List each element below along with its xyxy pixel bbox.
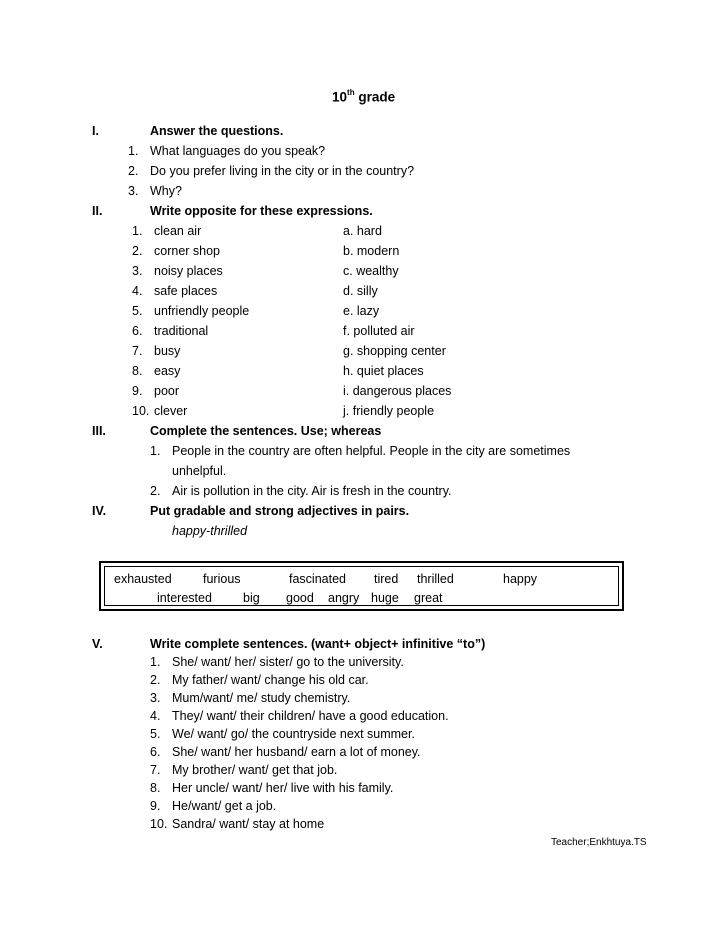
expression-item: busy: [154, 344, 181, 358]
opposite-option: b. modern: [343, 244, 400, 258]
section-numeral: V.: [92, 637, 103, 651]
list-number: 2.: [128, 164, 139, 178]
example-pair: happy-thrilled: [172, 524, 248, 538]
section-numeral: II.: [92, 204, 103, 218]
list-number: 3.: [128, 184, 139, 198]
list-number: 2.: [150, 673, 161, 687]
word-bank-item: big: [243, 591, 260, 605]
section-heading: Answer the questions.: [150, 124, 284, 138]
sentence-prompt: My father/ want/ change his old car.: [172, 673, 369, 687]
list-number: 9.: [132, 384, 143, 398]
word-bank-item: thrilled: [417, 572, 454, 586]
teacher-signature: Teacher;Enkhtuya.TS: [551, 837, 647, 848]
word-bank-item: fascinated: [289, 572, 346, 586]
word-bank-item: furious: [203, 572, 241, 586]
page-title: 10th grade: [332, 88, 396, 105]
list-number: 6.: [132, 324, 143, 338]
expression-item: traditional: [154, 324, 209, 338]
list-number: 8.: [150, 781, 161, 795]
list-number: 1.: [150, 655, 161, 669]
sentence-prompt: They/ want/ their children/ have a good education.: [172, 709, 449, 723]
word-bank-item: exhausted: [114, 572, 172, 586]
section-numeral: IV.: [92, 504, 107, 518]
list-number: 9.: [150, 799, 161, 813]
sentence-prompt: He/want/ get a job.: [172, 799, 277, 813]
section-heading: Put gradable and strong adjectives in pairs.: [150, 504, 410, 518]
opposite-option: j. friendly people: [343, 404, 435, 418]
opposite-option: e. lazy: [343, 304, 380, 318]
section-numeral: I.: [92, 124, 99, 138]
question-item: Why?: [150, 184, 182, 198]
opposite-option: d. silly: [343, 284, 378, 298]
section-numeral: III.: [92, 424, 106, 438]
list-number: 2.: [132, 244, 143, 258]
question-item: Do you prefer living in the city or in the country?: [150, 164, 415, 178]
expression-item: corner shop: [154, 244, 221, 258]
sentence-prompt: Her uncle/ want/ her/ live with his family.: [172, 781, 394, 795]
sentence-item: People in the country are often helpful. People in the city are sometimes: [172, 444, 571, 458]
list-number: 5.: [150, 727, 161, 741]
sentence-item: Air is pollution in the city. Air is fresh in the country.: [172, 484, 452, 498]
sentence-prompt: My brother/ want/ get that job.: [172, 763, 338, 777]
list-number: 8.: [132, 364, 143, 378]
section-heading: Write opposite for these expressions.: [150, 204, 373, 218]
list-number: 10.: [150, 817, 168, 831]
word-bank-item: tired: [374, 572, 399, 586]
list-number: 1.: [150, 444, 161, 458]
opposite-option: c. wealthy: [343, 264, 399, 278]
list-number: 10.: [132, 404, 150, 418]
word-bank-item: happy: [503, 572, 538, 586]
word-bank-item: angry: [328, 591, 360, 605]
expression-item: safe places: [154, 284, 218, 298]
opposite-option: g. shopping center: [343, 344, 446, 358]
list-number: 6.: [150, 745, 161, 759]
question-item: What languages do you speak?: [150, 144, 326, 158]
opposite-option: h. quiet places: [343, 364, 424, 378]
section-heading: Complete the sentences. Use; whereas: [150, 424, 382, 438]
list-number: 4.: [132, 284, 143, 298]
word-bank-item: interested: [157, 591, 212, 605]
list-number: 7.: [132, 344, 143, 358]
word-bank-item: good: [286, 591, 314, 605]
expression-item: noisy places: [154, 264, 223, 278]
list-number: 1.: [132, 224, 143, 238]
sentence-prompt: Sandra/ want/ stay at home: [172, 817, 325, 831]
expression-item: easy: [154, 364, 181, 378]
list-number: 3.: [150, 691, 161, 705]
expression-item: clever: [154, 404, 188, 418]
sentence-item-continued: unhelpful.: [172, 464, 227, 478]
list-number: 1.: [128, 144, 139, 158]
word-bank-item: huge: [371, 591, 399, 605]
list-number: 7.: [150, 763, 161, 777]
sentence-prompt: We/ want/ go/ the countryside next summer.: [172, 727, 415, 741]
sentence-prompt: Mum/want/ me/ study chemistry.: [172, 691, 351, 705]
opposite-option: a. hard: [343, 224, 382, 238]
expression-item: poor: [154, 384, 180, 398]
list-number: 2.: [150, 484, 161, 498]
expression-item: clean air: [154, 224, 202, 238]
word-bank-item: great: [414, 591, 443, 605]
expression-item: unfriendly people: [154, 304, 250, 318]
sentence-prompt: She/ want/ her husband/ earn a lot of money.: [172, 745, 421, 759]
opposite-option: f. polluted air: [343, 324, 415, 338]
sentence-prompt: She/ want/ her/ sister/ go to the university.: [172, 655, 404, 669]
list-number: 5.: [132, 304, 143, 318]
opposite-option: i. dangerous places: [343, 384, 452, 398]
list-number: 4.: [150, 709, 161, 723]
section-heading: Write complete sentences. (want+ object+ infinitive “to”): [150, 637, 486, 651]
list-number: 3.: [132, 264, 143, 278]
